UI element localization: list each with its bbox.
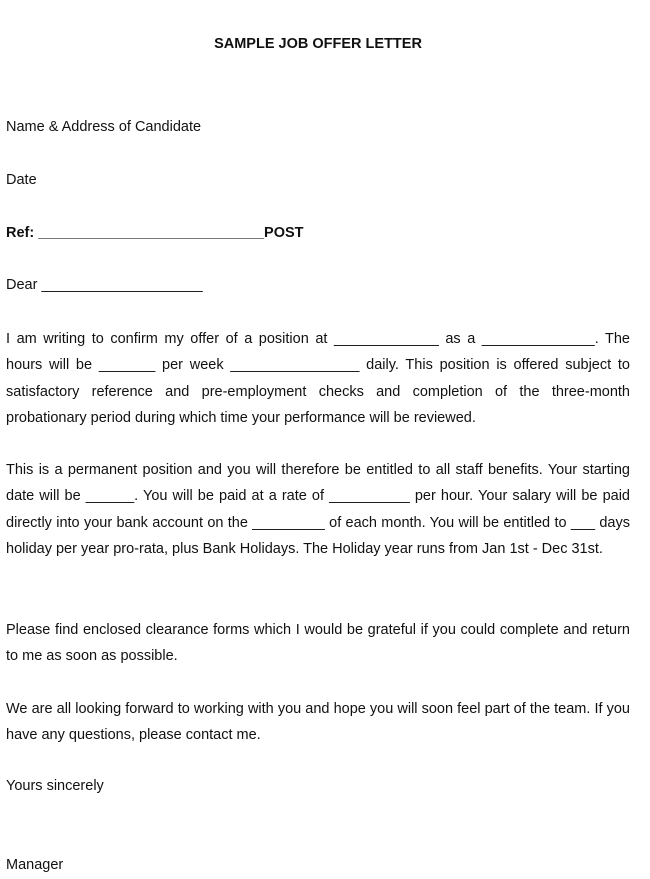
- clearance-forms-paragraph: Please find enclosed clearance forms which I would be grateful if you could complete and return to me as soon as possible.: [6, 622, 630, 665]
- offer-paragraph: I am writing to confirm my offer of a position at _____________ as a ______________. The hours will be _______ per week ________________ daily. This position is offered subject to satisfactory reference and pre-employment checks and completion of the three-month probationary period during which time your performance will be reviewed.: [6, 331, 630, 427]
- reference-line: Ref: ____________________________POST: [6, 225, 304, 241]
- salutation: Dear ____________________: [6, 277, 203, 293]
- date-line: Date: [6, 172, 37, 188]
- closing-paragraph: We are all looking forward to working with you and hope you will soon feel part of the team. If you have any questions, please contact me.: [6, 701, 630, 744]
- signatory-title: Manager: [6, 857, 64, 873]
- candidate-name-address: Name & Address of Candidate: [6, 119, 202, 135]
- benefits-paragraph: This is a permanent position and you will therefore be entitled to all staff benefits. Your starting date will be ______. You will be paid at a rate of __________ per hour. Your salary will be paid directly into your bank account on the _________ of each month. You will be entitled to ___ days holiday per year pro-rata, plus Bank Holidays. The Holiday year runs from Jan 1st - Dec 31st.: [6, 462, 630, 558]
- letter-title: SAMPLE JOB OFFER LETTER: [214, 36, 422, 52]
- complimentary-close: Yours sincerely: [6, 778, 104, 794]
